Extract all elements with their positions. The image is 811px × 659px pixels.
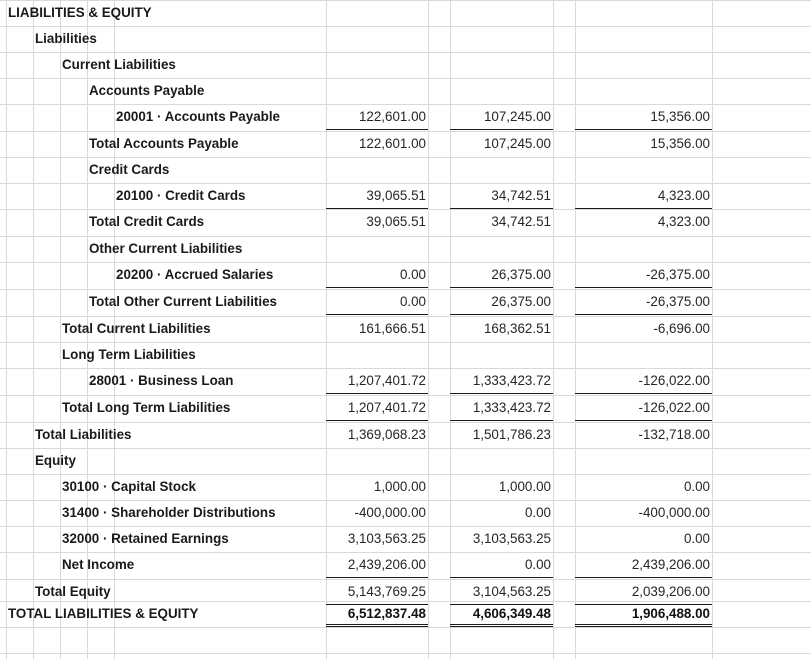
amount-cell[interactable]: 6,512,837.48 bbox=[326, 601, 428, 627]
row-label[interactable]: Total Accounts Payable bbox=[89, 136, 239, 151]
amount-cell[interactable]: 5,143,769.25 bbox=[326, 579, 428, 605]
row-label[interactable]: Total Other Current Liabilities bbox=[89, 294, 277, 309]
row-label[interactable]: Liabilities bbox=[35, 31, 97, 46]
amount-cell[interactable]: 1,207,401.72 bbox=[326, 368, 428, 394]
row-label[interactable]: Credit Cards bbox=[89, 162, 170, 177]
row-label[interactable]: Total Long Term Liabilities bbox=[62, 400, 231, 415]
amount-cell[interactable]: 26,375.00 bbox=[450, 289, 553, 315]
amount-cell[interactable]: 39,065.51 bbox=[326, 183, 428, 209]
amount-cell[interactable]: 0.00 bbox=[683, 479, 710, 494]
row-label[interactable]: Current Liabilities bbox=[62, 57, 176, 72]
amount-cell[interactable]: -400,000.00 bbox=[354, 505, 426, 520]
row-label[interactable]: Total Current Liabilities bbox=[62, 321, 211, 336]
amount-cell[interactable]: 161,666.51 bbox=[358, 321, 426, 336]
amount-cell[interactable]: 2,439,206.00 bbox=[326, 552, 428, 578]
table-row bbox=[0, 474, 811, 500]
amount-cell[interactable]: 1,369,068.23 bbox=[347, 427, 426, 442]
amount-cell[interactable]: 0.00 bbox=[683, 531, 710, 546]
table-row bbox=[0, 395, 811, 421]
table-row bbox=[0, 368, 811, 394]
amount-cell[interactable]: 0.00 bbox=[450, 552, 553, 578]
amount-cell[interactable]: 3,104,563.25 bbox=[450, 579, 553, 605]
table-row bbox=[0, 131, 811, 157]
table-row bbox=[0, 552, 811, 578]
row-label[interactable]: Total Equity bbox=[35, 584, 111, 599]
table-row bbox=[0, 601, 811, 627]
table-row bbox=[0, 78, 811, 104]
amount-cell[interactable]: 4,323.00 bbox=[575, 183, 712, 209]
amount-cell[interactable]: 1,501,786.23 bbox=[472, 427, 551, 442]
table-row bbox=[0, 183, 811, 209]
table-row bbox=[0, 500, 811, 526]
amount-cell[interactable]: 168,362.51 bbox=[483, 321, 551, 336]
amount-cell[interactable]: -6,696.00 bbox=[653, 321, 710, 336]
table-row bbox=[0, 104, 811, 130]
row-label[interactable]: 28001 · Business Loan bbox=[89, 373, 234, 388]
amount-cell[interactable]: 2,439,206.00 bbox=[575, 552, 712, 578]
amount-cell[interactable]: 4,323.00 bbox=[657, 214, 710, 229]
row-label[interactable]: 32000 · Retained Earnings bbox=[62, 531, 229, 546]
row-label[interactable]: Long Term Liabilities bbox=[62, 347, 196, 362]
table-row bbox=[0, 236, 811, 262]
amount-cell[interactable]: 34,742.51 bbox=[450, 183, 553, 209]
amount-cell[interactable]: 39,065.51 bbox=[366, 214, 426, 229]
amount-cell[interactable]: 107,245.00 bbox=[483, 136, 551, 151]
row-label[interactable]: 20100 · Credit Cards bbox=[116, 188, 246, 203]
amount-cell[interactable]: 2,039,206.00 bbox=[575, 579, 712, 605]
amount-cell[interactable]: 3,103,563.25 bbox=[472, 531, 551, 546]
table-row bbox=[0, 289, 811, 315]
amount-cell[interactable]: 1,333,423.72 bbox=[450, 368, 553, 394]
table-row bbox=[0, 52, 811, 78]
table-row bbox=[0, 526, 811, 552]
amount-cell[interactable]: 122,601.00 bbox=[358, 136, 426, 151]
row-label[interactable]: Accounts Payable bbox=[89, 83, 205, 98]
row-label[interactable]: Net Income bbox=[62, 557, 135, 572]
amount-cell[interactable]: 0.00 bbox=[326, 262, 428, 288]
amount-cell[interactable]: -132,718.00 bbox=[638, 427, 710, 442]
row-label[interactable]: 30100 · Capital Stock bbox=[62, 479, 196, 494]
table-row bbox=[0, 262, 811, 288]
amount-cell[interactable]: 0.00 bbox=[326, 289, 428, 315]
amount-cell[interactable]: 1,207,401.72 bbox=[326, 395, 428, 421]
amount-cell[interactable]: 107,245.00 bbox=[450, 104, 553, 130]
amount-cell[interactable]: -26,375.00 bbox=[575, 262, 712, 288]
amount-cell[interactable]: 15,356.00 bbox=[575, 104, 712, 130]
amount-cell[interactable]: 4,606,349.48 bbox=[450, 601, 553, 627]
amount-cell[interactable]: 1,333,423.72 bbox=[450, 395, 553, 421]
table-row bbox=[0, 342, 811, 368]
amount-cell[interactable]: -126,022.00 bbox=[575, 395, 712, 421]
table-row bbox=[0, 209, 811, 235]
row-label[interactable]: Equity bbox=[35, 453, 76, 468]
row-label[interactable]: Total Liabilities bbox=[35, 427, 132, 442]
row-label[interactable]: Other Current Liabilities bbox=[89, 241, 243, 256]
table-row bbox=[0, 157, 811, 183]
amount-cell[interactable]: 1,906,488.00 bbox=[575, 601, 712, 627]
table-row bbox=[0, 448, 811, 474]
table-row bbox=[0, 316, 811, 342]
table-row bbox=[0, 26, 811, 52]
row-label[interactable]: 31400 · Shareholder Distributions bbox=[62, 505, 276, 520]
amount-cell[interactable]: 1,000.00 bbox=[498, 479, 551, 494]
amount-cell[interactable]: 122,601.00 bbox=[326, 104, 428, 130]
table-row bbox=[0, 0, 811, 26]
row-label[interactable]: 20001 · Accounts Payable bbox=[116, 109, 280, 124]
row-label[interactable]: LIABILITIES & EQUITY bbox=[8, 5, 152, 20]
row-label[interactable]: Total Credit Cards bbox=[89, 214, 205, 229]
table-row bbox=[0, 422, 811, 448]
amount-cell[interactable]: 15,356.00 bbox=[650, 136, 710, 151]
amount-cell[interactable]: -400,000.00 bbox=[638, 505, 710, 520]
row-label[interactable]: 20200 · Accrued Salaries bbox=[116, 267, 274, 282]
amount-cell[interactable]: 26,375.00 bbox=[450, 262, 553, 288]
amount-cell[interactable]: 0.00 bbox=[524, 505, 551, 520]
row-label[interactable]: TOTAL LIABILITIES & EQUITY bbox=[8, 606, 199, 621]
amount-cell[interactable]: -126,022.00 bbox=[575, 368, 712, 394]
amount-cell[interactable]: 1,000.00 bbox=[373, 479, 426, 494]
amount-cell[interactable]: 3,103,563.25 bbox=[347, 531, 426, 546]
amount-cell[interactable]: 34,742.51 bbox=[491, 214, 551, 229]
amount-cell[interactable]: -26,375.00 bbox=[575, 289, 712, 315]
